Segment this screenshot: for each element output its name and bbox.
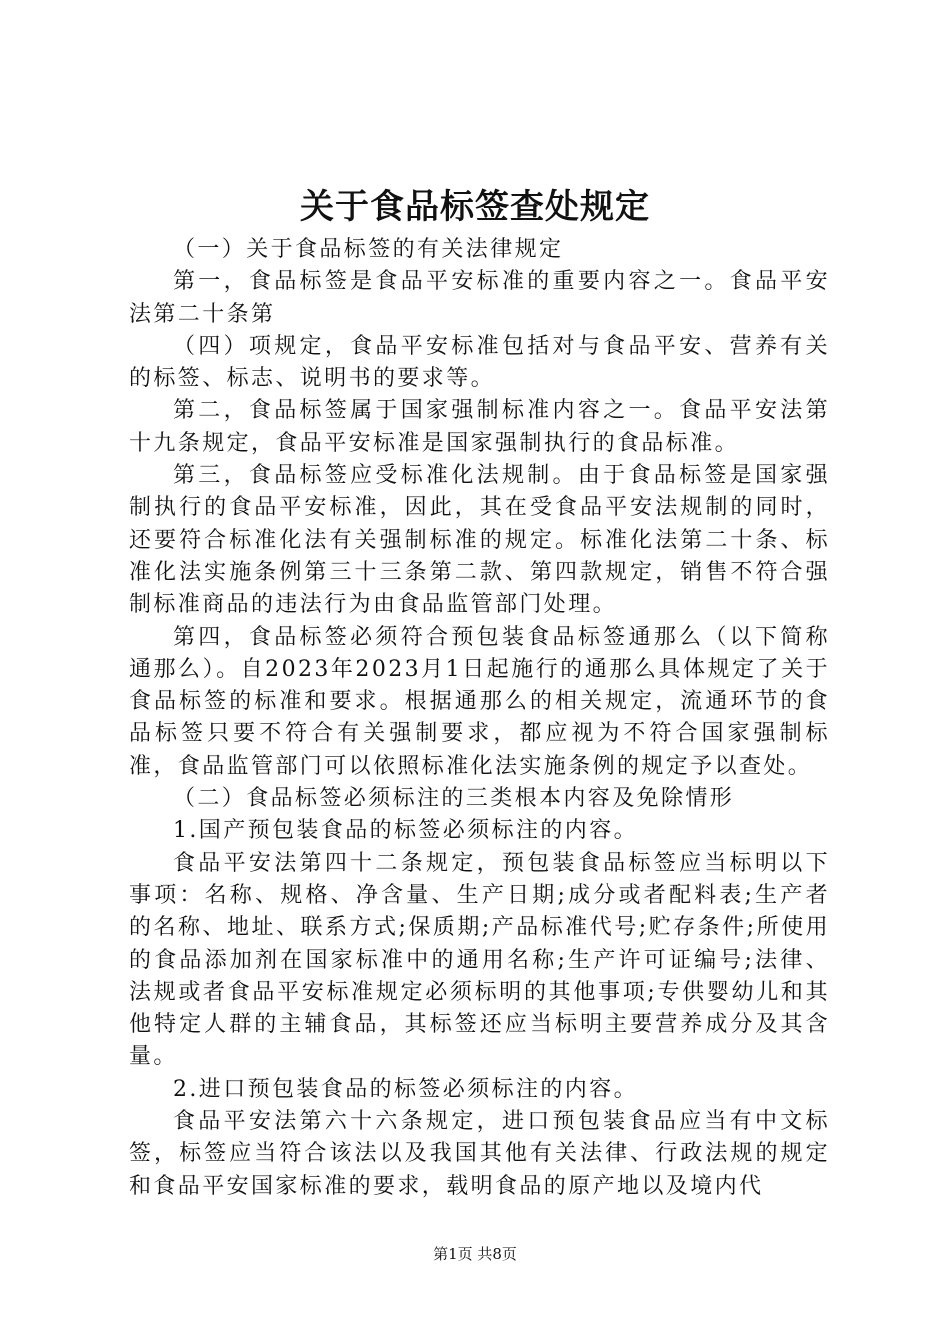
- paragraph: 第一，食品标签是食品平安标准的重要内容之一。食品平安法第二十条第: [129, 269, 830, 327]
- document-title: 关于食品标签查处规定: [300, 187, 650, 227]
- paragraph: （一）关于食品标签的有关法律规定: [173, 237, 564, 262]
- paragraph: 第二，食品标签属于国家强制标准内容之一。食品平安法第十九条规定，食品平安标准是国家强制执行的食品标准。: [129, 398, 830, 456]
- paragraph: 食品平安法第四十二条规定，预包装食品标签应当标明以下事项：名称、规格、净含量、生产日期;成分或者配料表;生产者的名称、地址、联系方式;保质期;产品标准代号;贮存条件;所使用的食品添加剂在国家标准中的通用名称;生产许可证编号;法律、法规或者食品平安标准规定必须标明的其他事项;专供婴幼儿和其他特定人群的主辅食品，其标签还应当标明主要营养成分及其含量。: [129, 850, 830, 1070]
- paragraph: 食品平安法第六十六条规定，进口预包装食品应当有中文标签，标签应当符合该法以及我国其他有关法律、行政法规的规定和食品平安国家标准的要求，载明食品的原产地以及境内代: [129, 1109, 830, 1199]
- page-footer: [0, 1244, 950, 1264]
- paragraph: （二）食品标签必须标注的三类根本内容及免除情形: [173, 786, 735, 812]
- page-indicator: 第1页 共8页: [433, 1245, 517, 1263]
- paragraph: 1.国产预包装食品的标签必须标注的内容。: [173, 818, 638, 844]
- paragraph: 第四，食品标签必须符合预包装食品标签通那么（以下简称通那么）。自2023年2023月1日起施行的通那么具体规定了关于食品标签的标准和要求。根据通那么的相关规定，流通环节的食品标签只要不符合有关强制要求，都应视为不符合国家强制标准，食品监管部门可以依照标准化法实施条例的规定予以查处。: [129, 624, 830, 779]
- document-body: [129, 234, 830, 1203]
- paragraph: （四）项规定，食品平安标准包括对与食品平安、营养有关的标签、标志、说明书的要求等。: [129, 333, 830, 392]
- paragraph: 第三，食品标签应受标准化法规制。由于食品标签是国家强制执行的食品平安标准，因此，其在受食品平安法规制的同时，还要符合标准化法有关强制标准的规定。标准化法第二十条、标准化法实施条例第三十三条第二款、第四款规定，销售不符合强制标准商品的违法行为由食品监管部门处理。: [129, 463, 830, 618]
- paragraph: 2.进口预包装食品的标签必须标注的内容。: [173, 1076, 638, 1102]
